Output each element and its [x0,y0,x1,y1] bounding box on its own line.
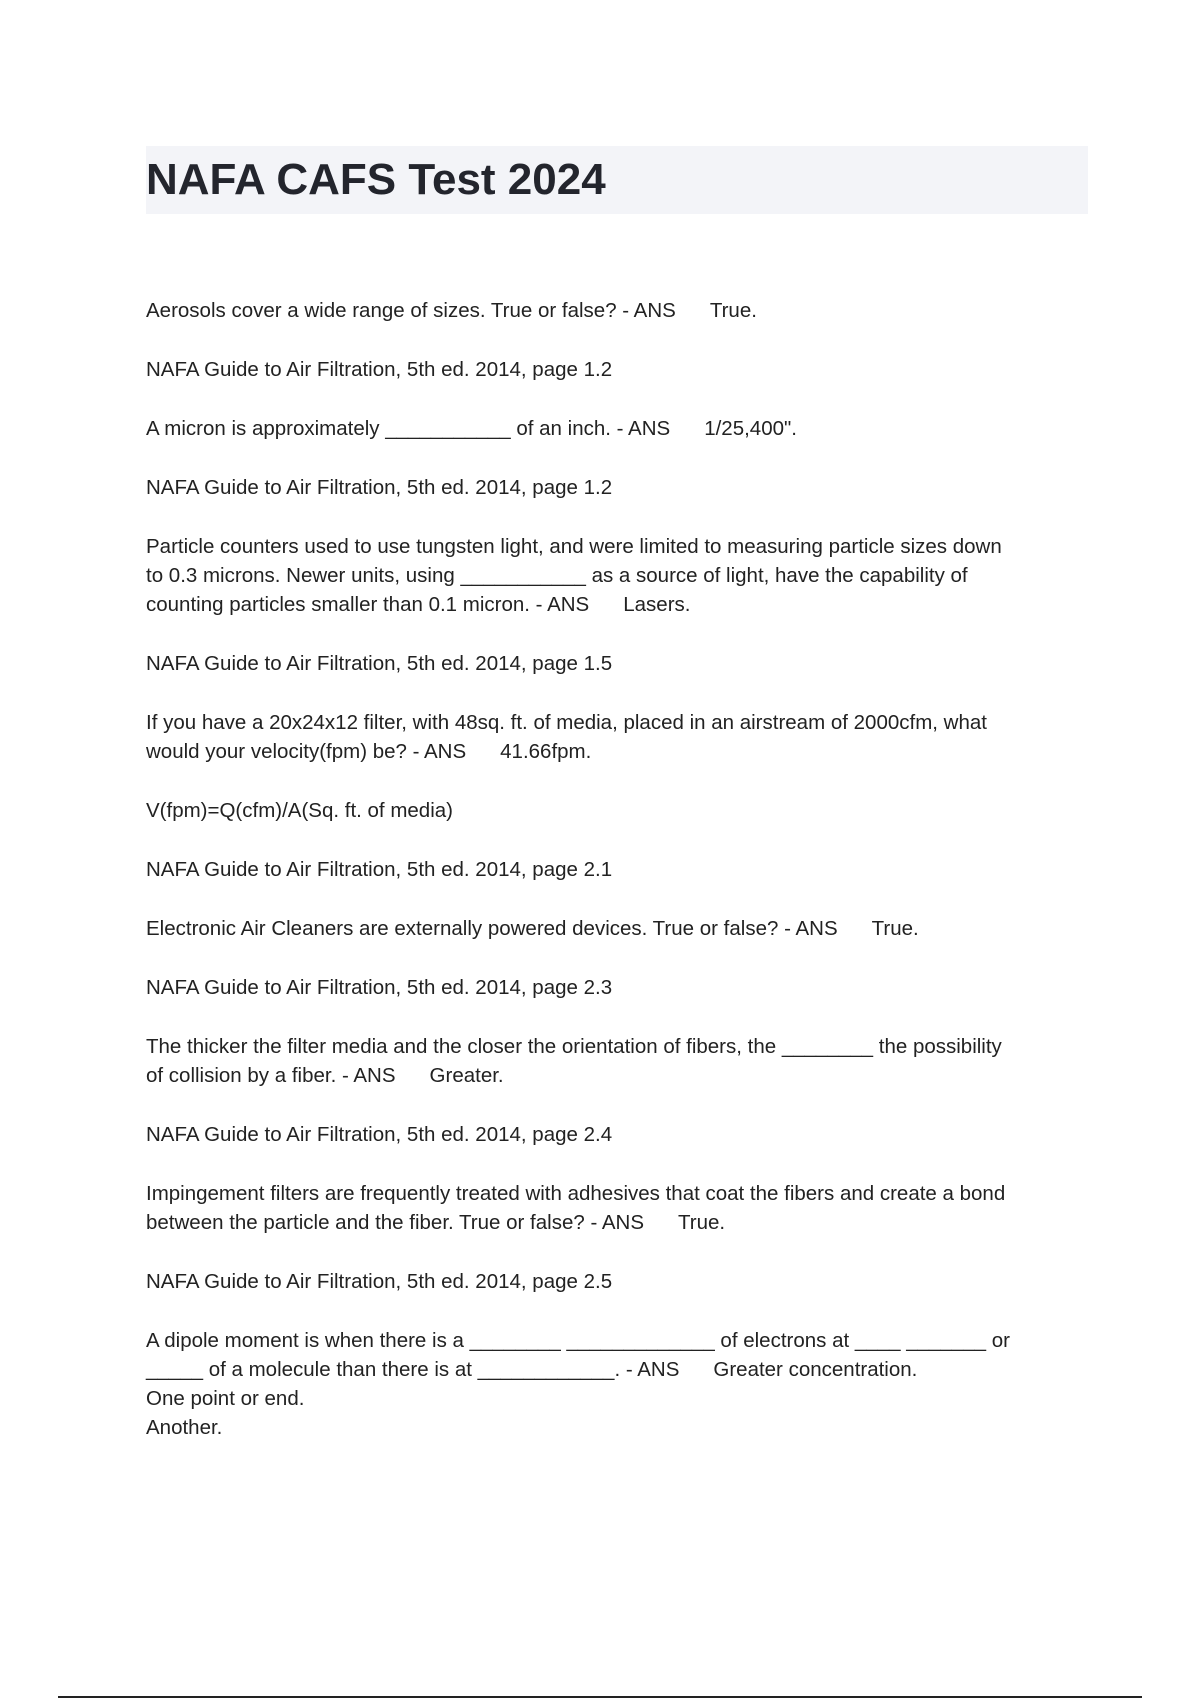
answer-text: 41.66fpm. [500,740,592,763]
question-block [146,1326,1088,1442]
answer-text: 1/25,400". [704,417,797,440]
reference-block [146,649,1088,678]
answer-text: Greater concentration. [713,1358,918,1381]
question-line [146,1061,1088,1090]
question-line [146,737,1088,766]
question-text: would your velocity(fpm) be? - ANS [146,740,467,763]
reference-line: NAFA Guide to Air Filtration, 5th ed. 2014, page 2.1 [146,858,613,881]
question-line [146,296,1088,325]
reference-block [146,1120,1088,1149]
question-text: counting particles smaller than 0.1 micron. - ANS [146,593,590,616]
answer-text: Greater. [429,1064,504,1087]
question-text: _____ of a molecule than there is at ____________. - ANS [146,1358,680,1381]
question-line: A dipole moment is when there is a ________ _____________ of electrons at ____ _______ or [146,1329,1010,1352]
answer-text: True. [709,299,757,322]
reference-block [146,1267,1088,1296]
question-line [146,914,1088,943]
question-line: If you have a 20x24x12 filter, with 48sq. ft. of media, placed in an airstream of 2000cfm, what [146,711,987,734]
title-banner [146,146,1088,214]
question-block [146,532,1088,619]
question-text: Aerosols cover a wide range of sizes. True or false? - ANS [146,299,676,322]
question-line [146,414,1088,443]
reference-line: NAFA Guide to Air Filtration, 5th ed. 2014, page 2.3 [146,976,613,999]
question-line: to 0.3 microns. Newer units, using ___________ as a source of light, have the capability of [146,564,968,587]
reference-block [146,355,1088,384]
answer-detail-line: One point or end. [146,1387,305,1410]
question-block [146,708,1088,766]
answer-text: True. [871,917,919,940]
question-text: between the particle and the fiber. True or false? - ANS [146,1211,644,1234]
question-block [146,914,1088,943]
question-text: Electronic Air Cleaners are externally powered devices. True or false? - ANS [146,917,838,940]
reference-block [146,855,1088,884]
question-text: of collision by a fiber. - ANS [146,1064,396,1087]
question-text: A micron is approximately ___________ of an inch. - ANS [146,417,671,440]
question-line [146,1208,1088,1237]
page-bottom-divider [58,1696,1142,1698]
question-block [146,1032,1088,1090]
formula-block [146,796,1088,825]
question-line [146,1355,1088,1384]
question-line: Particle counters used to use tungsten light, and were limited to measuring particle sizes down [146,535,1002,558]
formula-line: V(fpm)=Q(cfm)/A(Sq. ft. of media) [146,799,453,822]
answer-detail-line: Another. [146,1416,223,1439]
question-line: Impingement filters are frequently treated with adhesives that coat the fibers and create a bond [146,1182,1006,1205]
question-block [146,296,1088,325]
reference-line: NAFA Guide to Air Filtration, 5th ed. 2014, page 2.4 [146,1123,613,1146]
reference-line: NAFA Guide to Air Filtration, 5th ed. 2014, page 1.2 [146,358,613,381]
reference-block [146,973,1088,1002]
qa-content [146,296,1088,1472]
document-title: NAFA CAFS Test 2024 [146,155,606,204]
reference-line: NAFA Guide to Air Filtration, 5th ed. 2014, page 1.2 [146,476,613,499]
reference-line: NAFA Guide to Air Filtration, 5th ed. 2014, page 2.5 [146,1270,613,1293]
answer-text: True. [678,1211,726,1234]
question-line [146,590,1088,619]
reference-block [146,473,1088,502]
answer-text: Lasers. [623,593,691,616]
question-line: The thicker the filter media and the closer the orientation of fibers, the ________ the possibility [146,1035,1002,1058]
question-block [146,414,1088,443]
reference-line: NAFA Guide to Air Filtration, 5th ed. 2014, page 1.5 [146,652,613,675]
question-block [146,1179,1088,1237]
